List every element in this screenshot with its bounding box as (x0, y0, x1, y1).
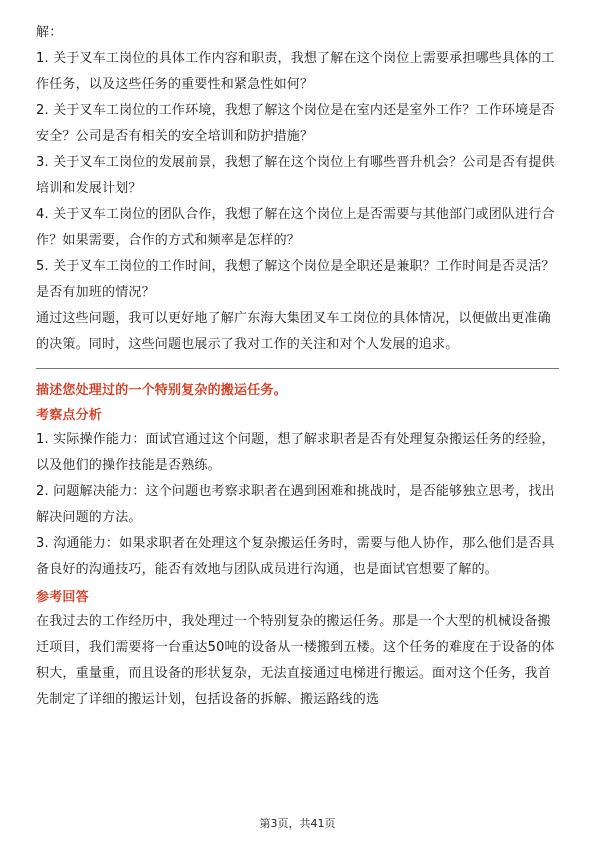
interview-question: 描述您处理过的一个特别复杂的搬运任务。 (36, 383, 287, 398)
answer-intro: 解： (36, 25, 63, 40)
reference-answer-text: 在我过去的工作经历中，我处理过一个特别复杂的搬运任务。那是一个大型的机械设备搬迁项目，我们需要将一台重达50吨的设备从一楼搬到五楼。这个任务的难度在于设备的体积大，重量重，而且设备的形状复杂，无法直接通过电梯进行搬运。面对这个任务，我首先制定了详细的搬运计划，包括设备的拆解、搬运路线的选 (36, 614, 555, 707)
analysis-item-2: 2. 问题解决能力：这个问题也考察求职者在遇到困难和挑战时，是否能够独立思考，找出解决问题的方法。 (36, 484, 555, 525)
analysis-item-3: 3. 沟通能力：如果求职者在处理这个复杂搬运任务时，需要与他人协作，那么他们是否具备良好的沟通技巧，能否有效地与团队成员进行沟通，也是面试官想要了解的。 (36, 536, 555, 577)
section-divider (36, 368, 559, 369)
page-number: 第3页，共41页 (259, 817, 336, 830)
conclusion-paragraph: 通过这些问题，我可以更好地了解广东海大集团叉车工岗位的具体情况，以便做出更准确的决策。同时，这些问题也展示了我对工作的关注和对个人发展的追求。 (36, 311, 551, 352)
question-item-3: 3. 关于叉车工岗位的发展前景，我想了解在这个岗位上有哪些晋升机会？公司是否有提供培训和发展计划？ (36, 155, 555, 196)
analysis-item-1: 1. 实际操作能力：面试官通过这个问题，想了解求职者是否有处理复杂搬运任务的经验，以及他们的操作技能是否熟练。 (36, 432, 555, 473)
question-item-5: 5. 关于叉车工岗位的工作时间，我想了解这个岗位是全职还是兼职？工作时间是否灵活？是否有加班的情况？ (36, 259, 555, 300)
question-item-2: 2. 关于叉车工岗位的工作环境，我想了解这个岗位是在室内还是室外工作？工作环境是否安全？公司是否有相关的安全培训和防护措施？ (36, 103, 555, 144)
question-item-1: 1. 关于叉车工岗位的具体工作内容和职责，我想了解在这个岗位上需要承担哪些具体的工作任务，以及这些任务的重要性和紧急性如何？ (36, 51, 555, 92)
document-page (36, 20, 559, 713)
question-item-4: 4. 关于叉车工岗位的团队合作，我想了解在这个岗位上是否需要与其他部门或团队进行合作？如果需要，合作的方式和频率是怎样的？ (36, 207, 555, 248)
reference-answer-heading: 参考回答 (36, 590, 89, 605)
analysis-heading: 考察点分析 (36, 408, 103, 423)
